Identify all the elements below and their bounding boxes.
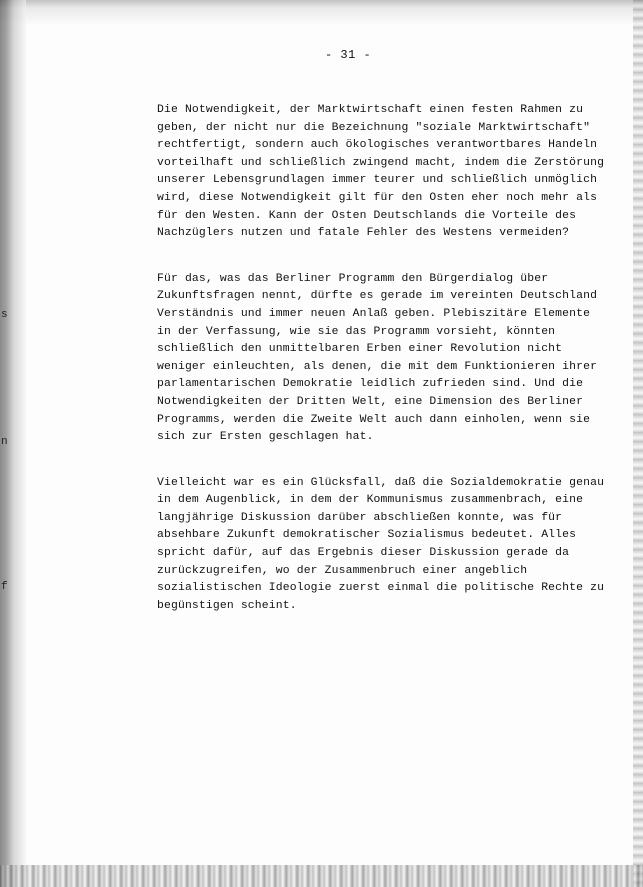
text-line: begünstigen scheint. — [157, 599, 297, 612]
text-line: Die Notwendigkeit, der Marktwirtschaft einen festen Rahmen zu — [157, 104, 584, 116]
text-line: sich zur Ersten geschlagen hat. — [157, 431, 374, 444]
text-line: Nachzüglers nutzen und fatale Fehler des Westens vermeiden? — [157, 227, 570, 240]
paragraph-2 — [157, 271, 627, 447]
text-line: Verständnis und immer neuen Anlaß geben. Plebiszitäre Elemente — [157, 307, 591, 320]
scan-edge-top — [0, 0, 643, 26]
text-line: absehbare Zukunft demokratischer Sozialismus bedeutet. Alles — [157, 529, 577, 542]
text-line: Vielleicht war es ein Glücksfall, daß die Sozialdemokratie genau — [157, 476, 605, 489]
text-line: wird, diese Notwendigkeit gilt für den Osten eher noch mehr als — [157, 191, 598, 204]
text-line: Notwendigkeiten der Dritten Welt, eine Dimension des Berliner — [157, 395, 584, 408]
text-line: schließlich den unmittelbaren Erben einer Revolution nicht — [157, 343, 563, 356]
text-line: langjährige Diskussion darüber abschließen konnte, was für — [157, 511, 563, 524]
scan-edge-bottom — [0, 865, 643, 887]
text-line: Für das, was das Berliner Programm den Bürgerdialog über — [157, 272, 549, 285]
text-line: geben, der nicht nur die Bezeichnung "soziale Marktwirtschaft" — [157, 121, 591, 134]
text-line: weniger einleuchten, als denen, die mit dem Funktionieren ihrer — [157, 360, 598, 373]
text-line: parlamentarischen Demokratie leidlich zufrieden sind. Und die — [157, 378, 584, 391]
body-text — [157, 102, 627, 643]
text-line: für den Westen. Kann der Osten Deutschlands die Vorteile des — [157, 209, 577, 222]
text-line: spricht dafür, auf das Ergebnis dieser Diskussion gerade da — [157, 547, 570, 560]
margin-mark: n — [1, 436, 8, 448]
text-line: unserer Lebensgrundlagen immer teurer und schließlich unmöglich — [157, 174, 598, 187]
text-line: rechtfertigt, sondern auch ökologisches verantwortbares Handeln — [157, 139, 598, 152]
margin-mark: s — [1, 309, 8, 321]
text-line: zurückzugreifen, wo der Zusammenbruch einer angeblich — [157, 564, 528, 577]
page-number: - 31 - — [325, 48, 372, 62]
paragraph-3 — [157, 475, 627, 616]
text-line: Programms, werden die Zweite Welt auch dann einholen, wenn sie — [157, 413, 591, 426]
text-line: in dem Augenblick, in dem der Kommunismus zusammenbrach, eine — [157, 494, 584, 507]
text-line: in der Verfassung, wie sie das Programm vorsieht, könnten — [157, 325, 556, 338]
text-line: Zukunftsfragen nennt, dürfte es gerade im vereinten Deutschland — [157, 290, 598, 303]
margin-mark: f — [1, 581, 8, 593]
scan-edge-right — [633, 0, 643, 887]
text-line: vorteilhaft und schließlich zwingend macht, indem die Zerstörung — [157, 156, 605, 169]
paragraph-1 — [157, 102, 627, 243]
text-line: sozialistischen Ideologie zuerst einmal die politische Rechte zu — [157, 582, 605, 595]
